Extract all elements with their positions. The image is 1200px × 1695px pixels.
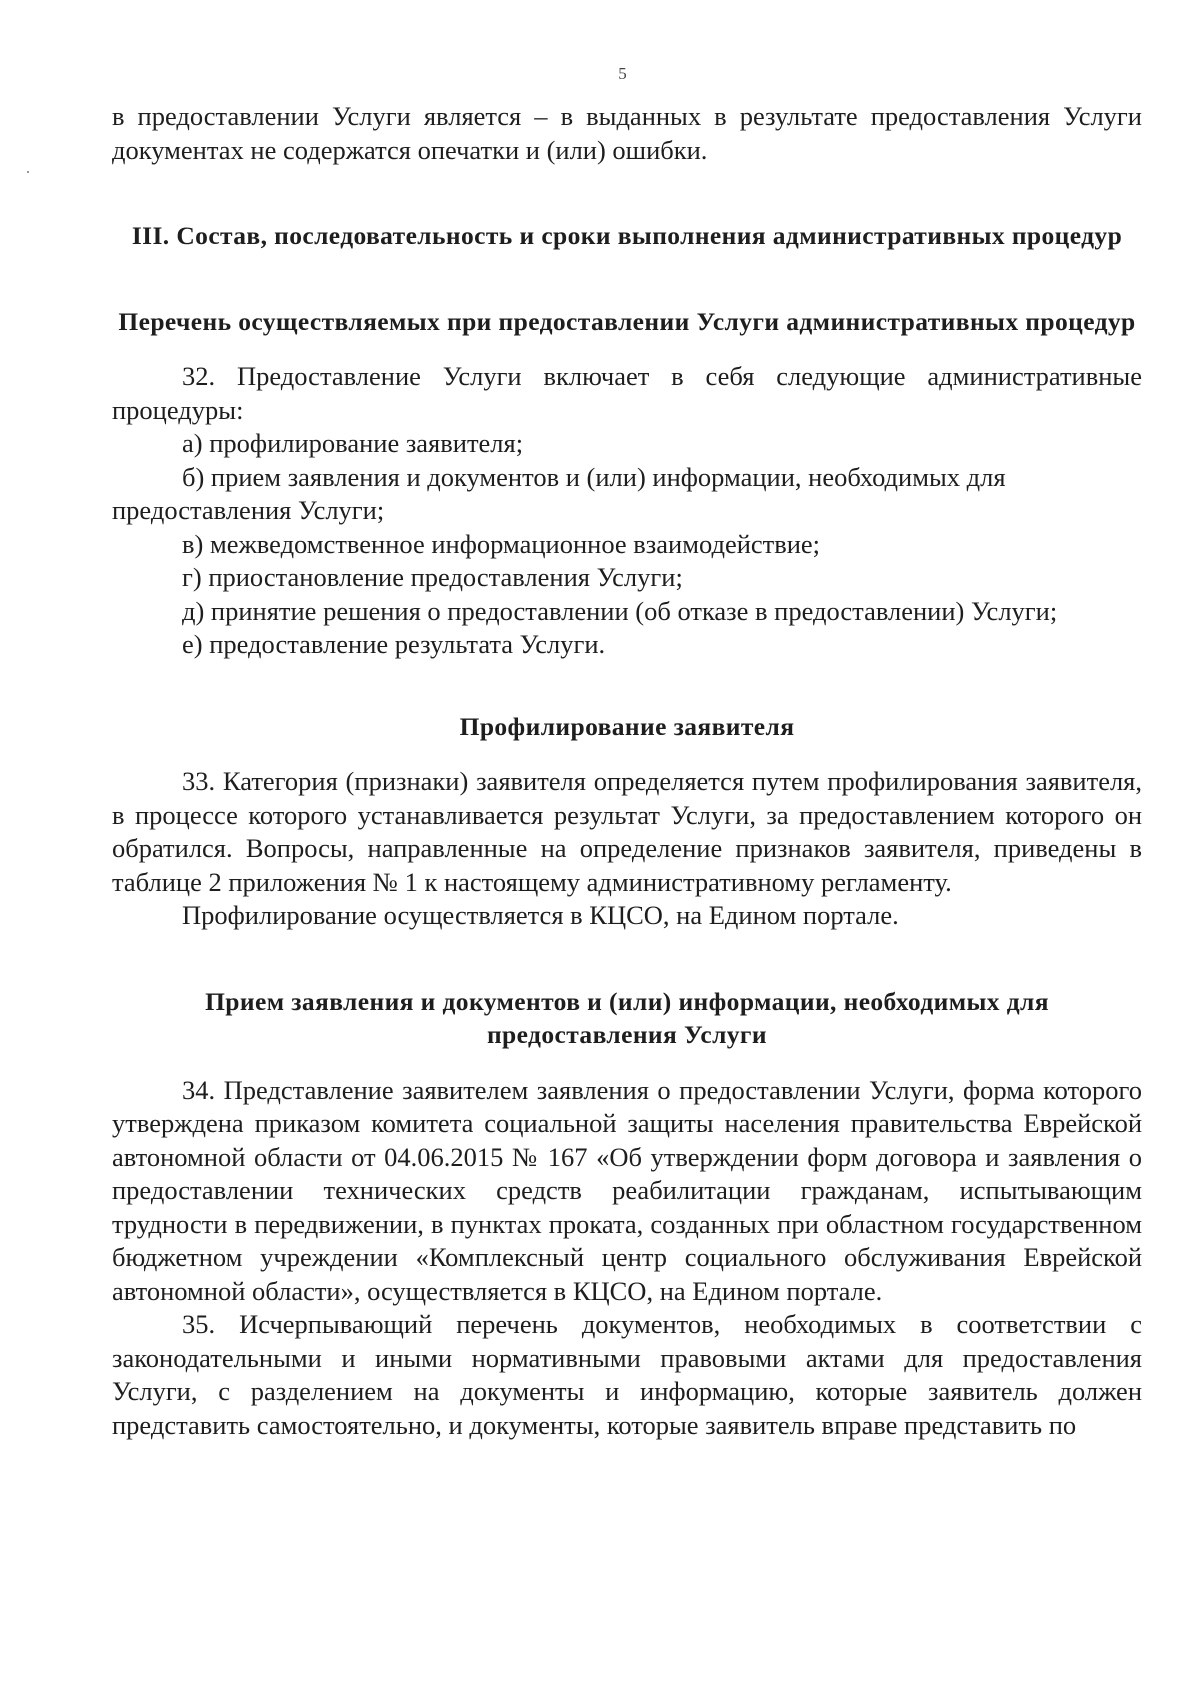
page-number: 5 (618, 64, 627, 83)
paragraph-32: 32. Предоставление Услуги включает в себя следующие административные процедуры: (112, 361, 1142, 425)
scan-speck (27, 171, 29, 173)
list-item: г) приостановление предоставления Услуги; (182, 562, 683, 592)
list-item: д) принятие решения о предоставлении (об отказе в предоставлении) Услуги; (182, 595, 1058, 626)
section-title: III. Состав, последовательность и сроки выполнения административных процедур (131, 221, 1123, 250)
continuation-paragraph: в предоставлении Услуги является – в выданных в результате предоставления Услуги документах не содержатся опечатки и (или) ошибки. (112, 101, 1142, 165)
subsection-title-application: Прием заявления и документов и (или) информации, необходимых для предоставления Услуги (205, 986, 1049, 1049)
list-item: а) профилирование заявителя; (182, 428, 524, 458)
paragraph-34: 34. Представление заявителем заявления о предоставлении Услуги, форма которого утверждена приказом комитета социальной защиты населения правительства Еврейской автономной области от 04.06.2015 № 167 «Об утверждении форм договора и заявления о предоставлении технических средств реабилитации гражданам, испытывающим трудности в передвижении, в пунктах проката, созданных при областном государственном бюджетном учреждении «Комплексный центр социального обслуживания Еврейской автономной области», осуществляется в КЦСО, на Едином портале. (112, 1074, 1142, 1306)
paragraph-35: 35. Исчерпывающий перечень документов, необходимых в соответствии с законодательными и иными нормативными правовыми актами для предоставления Услуги, с разделением на документы и информацию, которые заявитель должен представить самостоятельно, и документы, которые заявитель вправе представить по (112, 1309, 1142, 1440)
subsection-title-procedures: Перечень осуществляемых при предоставлении Услуги административных процедур (118, 306, 1136, 336)
paragraph-33: 33. Категория (признаки) заявителя определяется путем профилирования заявителя, в процессе которого устанавливается результат Услуги, за предоставлением которого он обратился. Вопросы, направленные на определение признаков заявителя, приведены в таблице 2 приложения № 1 к настоящему административному регламенту. (112, 766, 1142, 897)
paragraph-33-profiling: Профилирование осуществляется в КЦСО, на Едином портале. (182, 900, 899, 930)
list-item: е) предоставление результата Услуги. (182, 629, 606, 659)
subsection-title-profiling: Профилирование заявителя (459, 711, 795, 741)
list-item: б) прием заявления и документов и (или) информации, необходимых для предоставления Услуги; (112, 461, 1006, 525)
list-item: в) межведомственное информационное взаимодействие; (182, 528, 821, 559)
page-content (112, 100, 1142, 1442)
